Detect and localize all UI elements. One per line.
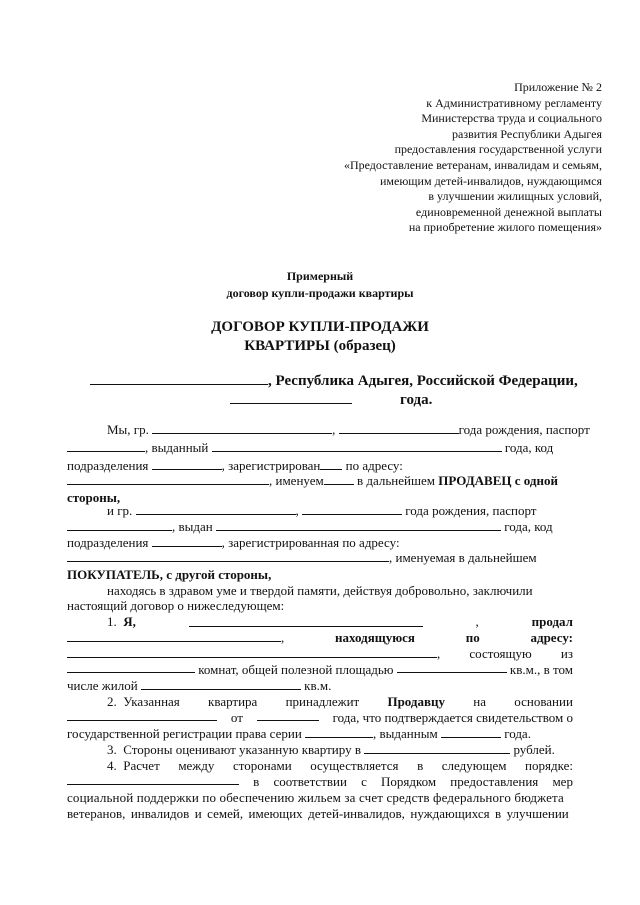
clause4-word: Расчет	[123, 758, 160, 773]
appendix-line: Министерства труда и социального	[421, 111, 602, 126]
appendix-line: к Административному регламенту	[426, 95, 602, 110]
appendix-line: имеющим детей-инвалидов, нуждающимся	[380, 173, 602, 188]
buyer-line-1: и гр. , года рождения, паспорт	[107, 503, 537, 518]
buyer-label: и гр.	[107, 503, 133, 518]
blank-buyer-passport[interactable]	[67, 520, 172, 531]
title-line: КВАРТИРЫ (образец)	[244, 338, 396, 354]
clause4-word: в	[417, 758, 424, 773]
clause1-consists: состоящую	[469, 646, 532, 661]
title-line: ДОГОВОР КУПЛИ-ПРОДАЖИ	[211, 319, 429, 335]
clause1-located: находящуюся	[335, 630, 415, 645]
blank-living-area[interactable]	[141, 679, 301, 690]
clause3-text: Стороны оценивают указанную квартиру в	[123, 742, 361, 757]
subheading	[0, 268, 640, 302]
blank-seller-address[interactable]	[67, 474, 269, 485]
clause2-seller: Продавцу	[387, 694, 446, 709]
clause2-word: квартира	[208, 694, 258, 709]
blank-seller-dob[interactable]	[339, 423, 459, 434]
seller-subdivision-label: подразделения	[67, 458, 149, 473]
clause1-line-1: 1. Я, , продал	[107, 614, 573, 629]
seller-role: ПРОДАВЕЦ с одной	[438, 473, 558, 488]
buyer-named-label: , именуемая в дальнейшем	[389, 550, 537, 565]
clause4-line-1	[107, 758, 573, 774]
buyer-line-5	[67, 567, 271, 583]
blank-date[interactable]	[230, 393, 352, 404]
clause2-line-1	[107, 694, 573, 710]
seller-label: Мы, гр.	[107, 422, 149, 437]
blank-city[interactable]	[90, 374, 268, 385]
clause1-living: числе жилой	[67, 678, 138, 693]
clause2-from: от	[230, 710, 243, 725]
buyer-subdivision-label: подразделения	[67, 535, 149, 550]
blank-basis-date[interactable]	[257, 710, 319, 721]
blank-named-suffix[interactable]	[324, 474, 354, 485]
clause4-line-3: социальной поддержки по обеспечению жильем за счет средств федерального бюджета	[67, 790, 564, 805]
seller-line-1: Мы, гр. , года рождения, паспорт	[107, 422, 590, 437]
buyer-registered-label: , зарегистрированная по адресу:	[221, 535, 400, 550]
seller-further-label: в дальнейшем	[357, 473, 435, 488]
clause1-sqm: кв.м.	[304, 678, 332, 693]
clause4-word: предоставления	[450, 774, 539, 789]
clause2-year: года.	[504, 726, 531, 741]
seller-registered-label: , зарегистрирован	[221, 458, 321, 473]
blank-passport[interactable]	[67, 441, 145, 452]
clause4-word: с	[361, 774, 367, 789]
clause4-line-2	[67, 774, 573, 790]
clause4-word: осуществляется	[310, 758, 399, 773]
blank-rooms[interactable]	[67, 662, 195, 673]
buyer-line-3	[67, 535, 400, 551]
appendix-line: единовременной денежной выплаты	[415, 204, 602, 219]
blank-buyer-dob[interactable]	[302, 504, 402, 515]
appendix-line: «Предоставление ветеранам, инвалидам и семьям,	[343, 157, 602, 172]
clause4-word: сторонами	[232, 758, 292, 773]
clause1-line-4	[67, 662, 573, 678]
clause2-number: 2.	[107, 694, 117, 709]
blank-gender[interactable]	[320, 459, 342, 470]
place-year: года.	[400, 392, 433, 408]
clause1-sqm-in: кв.м., в том	[509, 662, 573, 677]
clause2-word: на	[473, 694, 487, 709]
intro-line-2: настоящий договор о нижеследующем:	[67, 598, 285, 613]
appendix-line: в улучшении жилищных условий,	[428, 189, 602, 204]
blank-buyer-address[interactable]	[67, 551, 389, 562]
intro-line-1: находясь в здравом уме и твердой памяти, действуя добровольно, заключили	[107, 583, 533, 598]
blank-buyer-issued-by[interactable]	[216, 520, 501, 531]
blank-issued-date[interactable]	[441, 727, 501, 738]
seller-code-label: года, код	[504, 440, 554, 455]
document-title	[0, 318, 640, 356]
place-region: , Республика Адыгея, Российской Федерации,	[268, 373, 578, 389]
clause1-rooms: комнат, общей полезной площадью	[198, 662, 394, 677]
clause4-word: Порядком	[381, 774, 437, 789]
clause2-word: принадлежит	[285, 694, 360, 709]
seller-named-label: , именуем	[269, 473, 324, 488]
seller-side: стороны,	[67, 490, 121, 505]
buyer-line-2	[67, 519, 553, 535]
buyer-dob-label: года рождения, паспорт	[405, 503, 537, 518]
clause4-word: между	[178, 758, 215, 773]
clause2-registration: государственной регистрации права серии	[67, 726, 302, 741]
subheading-line: Примерный	[286, 269, 354, 283]
clause4-word: порядке:	[525, 758, 573, 773]
seller-issued-label: , выданный	[145, 440, 209, 455]
clause1-line-5	[67, 678, 331, 694]
clause1-iz: из	[560, 646, 573, 661]
seller-line-2	[67, 440, 553, 456]
appendix-line: Приложение № 2	[514, 80, 602, 94]
clause2-line-2	[67, 710, 573, 726]
appendix-line: предоставления государственной услуги	[394, 142, 602, 157]
blank-issued-by[interactable]	[212, 441, 502, 452]
clause1-ya: Я,	[123, 614, 136, 629]
clause4-word: мер	[552, 774, 573, 789]
blank-total-area[interactable]	[397, 662, 507, 673]
clause2-line-3	[67, 726, 531, 742]
blank-price[interactable]	[364, 743, 510, 754]
buyer-line-4	[67, 550, 537, 566]
appendix-line: на приобретение жилого помещения»	[408, 220, 602, 235]
clause4-word: следующем	[441, 758, 507, 773]
blank-basis[interactable]	[67, 710, 217, 721]
clause4-number: 4.	[107, 758, 117, 773]
year-line	[230, 392, 432, 409]
buyer-role: ПОКУПАТЕЛЬ, с другой стороны,	[67, 567, 272, 582]
clause2-word: основании	[514, 694, 573, 709]
blank-buyer-name[interactable]	[136, 504, 296, 515]
blank-seller-name[interactable]	[152, 423, 332, 434]
blank-seller-fullname[interactable]	[189, 616, 423, 627]
blank-payment[interactable]	[67, 774, 239, 785]
clause2-word: Указанная	[123, 694, 180, 709]
clause1-line-2: , находящуюся по адресу:	[67, 630, 573, 646]
clause2-issued: , выданным	[373, 726, 438, 741]
appendix-block	[272, 80, 602, 236]
seller-address-label: по адресу:	[345, 458, 403, 473]
blank-series[interactable]	[305, 727, 373, 738]
clause4-line-4: ветеранов, инвалидов и семей, имеющих детей-инвалидов, нуждающихся в улучшении	[67, 806, 569, 821]
buyer-code-label: года, код	[504, 519, 553, 534]
subheading-line: договор купли-продажи квартиры	[226, 286, 414, 300]
seller-line-4	[67, 473, 558, 489]
blank-buyer-subdivision[interactable]	[152, 536, 222, 547]
clause1-number: 1.	[107, 614, 117, 629]
clause3-number: 3.	[107, 742, 117, 757]
appendix-line: развития Республики Адыгея	[452, 126, 602, 141]
seller-line-3	[67, 458, 403, 474]
clause3-rub: рублей.	[513, 742, 555, 757]
clause1-line-3: , состоящую из	[67, 646, 573, 662]
blank-buyer-fullname[interactable]	[67, 631, 281, 642]
clause3-line	[107, 742, 555, 758]
seller-dob-label: года рождения, паспорт	[458, 422, 590, 437]
clause4-word: соответствии	[273, 774, 347, 789]
buyer-issued-label: , выдан	[172, 519, 213, 534]
clause1-sold: продал	[531, 614, 573, 629]
clause2-confirmed: года, что подтверждается свидетельством о	[332, 710, 573, 725]
place-line	[90, 373, 578, 390]
blank-subdivision[interactable]	[152, 459, 222, 470]
clause4-word: в	[253, 774, 260, 789]
blank-apartment-address[interactable]	[67, 647, 437, 658]
clause1-po: по	[465, 630, 480, 645]
clause1-address: адресу:	[530, 630, 573, 645]
